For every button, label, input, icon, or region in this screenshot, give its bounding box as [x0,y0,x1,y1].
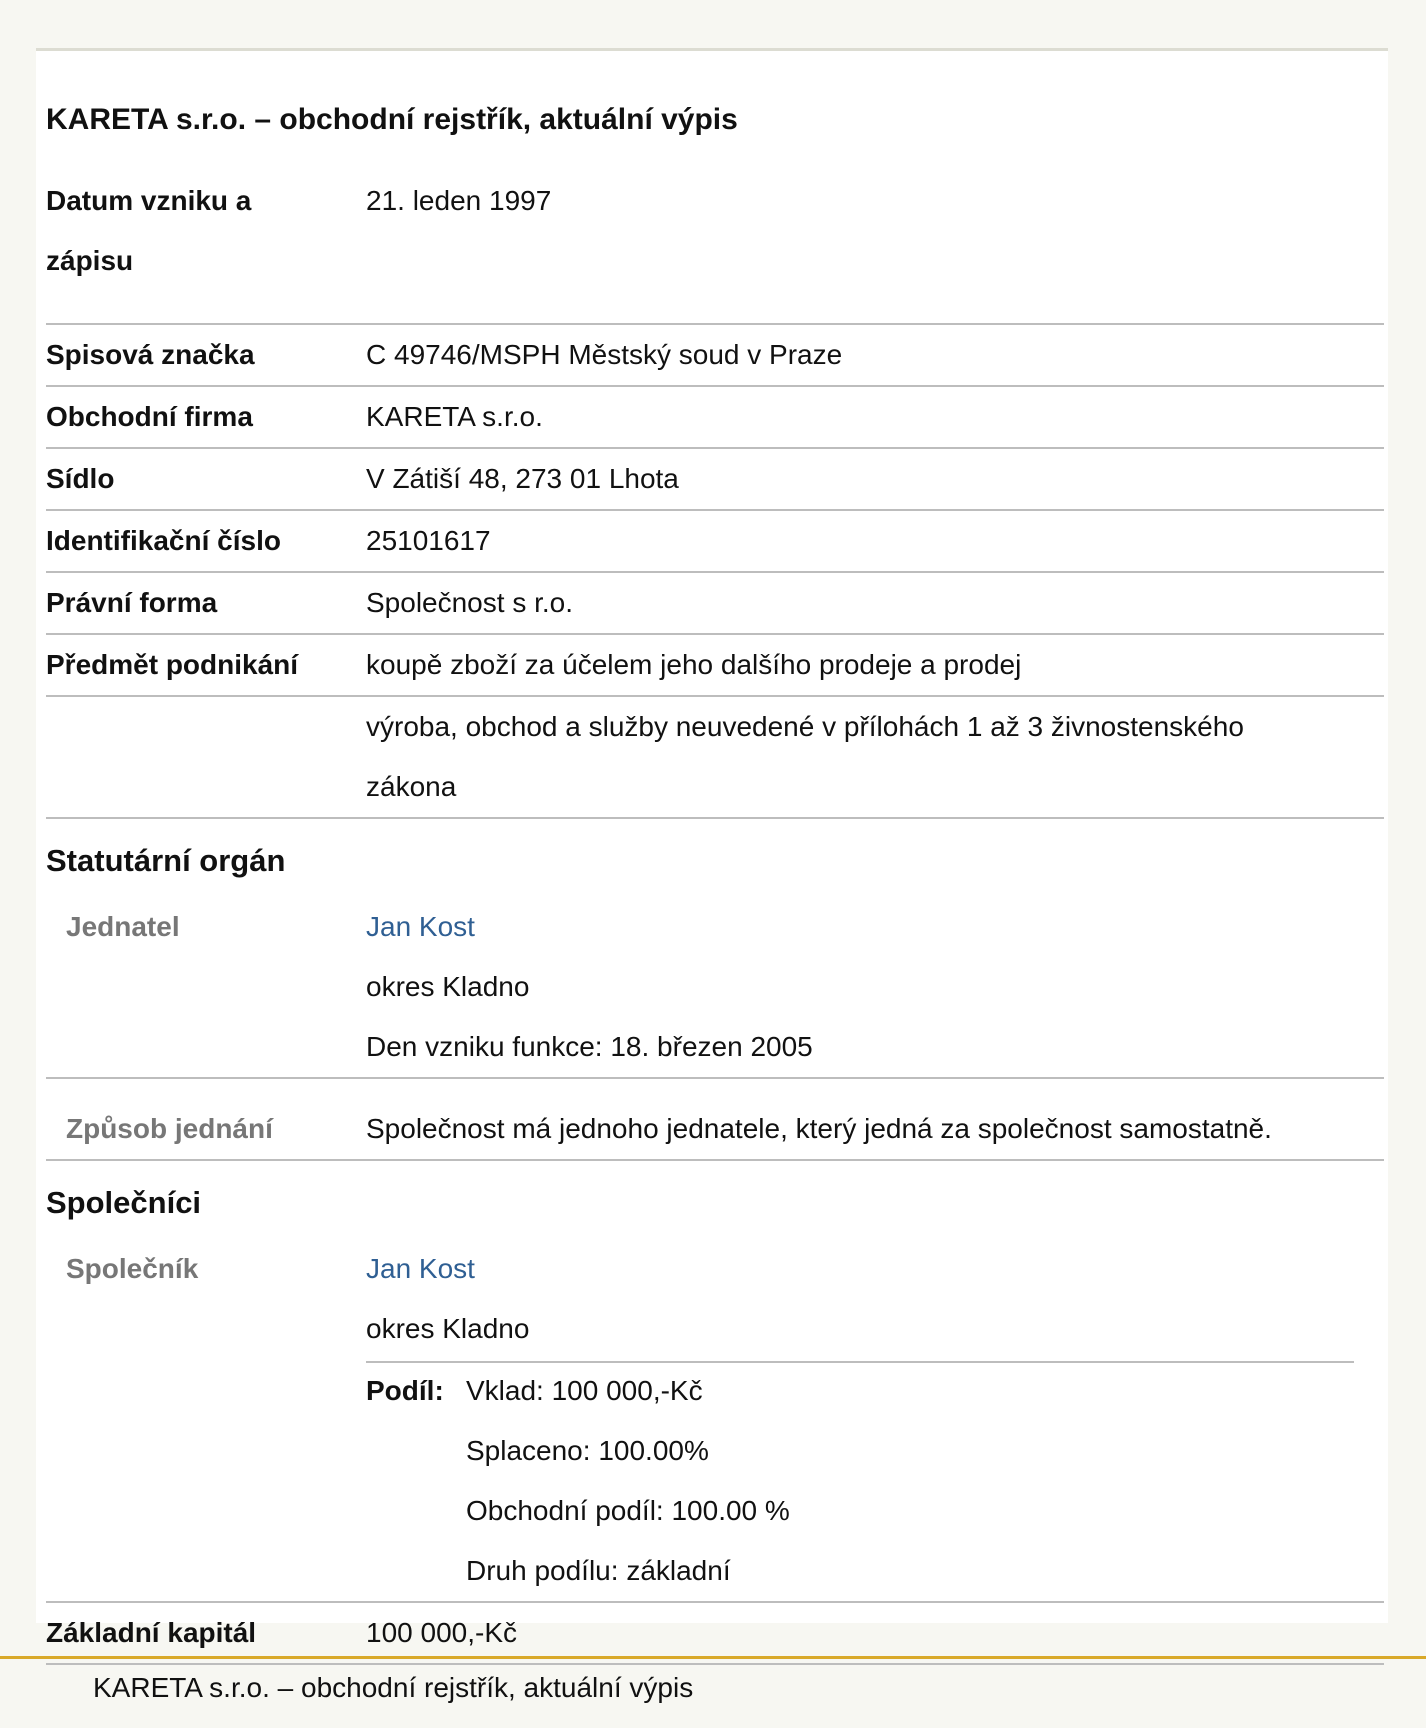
row-value: okres Kladno [366,971,530,1002]
row-value: Den vzniku funkce: 18. březen 2005 [366,1031,813,1062]
share-value: Vklad: 100 000,-Kč [466,1375,703,1406]
row-identifikacni-cislo [46,511,1384,573]
row-value: 100 000,-Kč [366,1617,517,1648]
row-label: Právní forma [46,587,218,618]
row-predmet-podnikani-extra [46,697,1384,819]
row-value: okres Kladno [366,1313,530,1344]
share-label: Podíl: [366,1375,444,1406]
section-title-spolecnici: Společníci [46,1185,202,1220]
row-value: zákona [366,771,457,802]
row-label: zápisu [46,245,134,276]
row-label: Spisová značka [46,339,255,370]
row-label: Společník [66,1253,199,1284]
row-sidlo [46,449,1384,511]
jednatel-name-link[interactable]: Jan Kost [366,911,475,942]
row-obchodni-firma [46,387,1384,449]
row-value: 21. leden 1997 [366,185,552,216]
page-title: KARETA s.r.o. – obchodní rejstřík, aktuální výpis [46,103,738,136]
row-value: výroba, obchod a služby neuvedené v přílohách 1 až 3 živnostenského [366,711,1244,742]
row-value: 25101617 [366,525,491,556]
section-title-statutarni: Statutární orgán [46,843,286,878]
row-zpusob-jednani [46,1099,1384,1161]
spolecnik-name-link[interactable]: Jan Kost [366,1253,475,1284]
share-value: Splaceno: 100.00% [466,1435,709,1466]
row-value: C 49746/MSPH Městský soud v Praze [366,339,843,370]
row-label: Způsob jednání [66,1113,273,1144]
footer-divider [0,1656,1426,1659]
row-label: Sídlo [46,463,115,494]
row-label: Obchodní firma [46,401,253,432]
row-predmet-podnikani [46,635,1384,697]
row-jednatel [46,897,1384,1079]
row-label: Základní kapitál [46,1617,257,1648]
footer-title: KARETA s.r.o. – obchodní rejstřík, aktuální výpis [93,1672,694,1703]
row-value: V Zátiší 48, 273 01 Lhota [366,463,679,494]
row-label: Datum vzniku a [46,185,252,216]
row-value: koupě zboží za účelem jeho dalšího prodeje a prodej [366,649,1022,680]
row-pravni-forma [46,573,1384,635]
row-label: Předmět podnikání [46,649,299,680]
row-value: KARETA s.r.o. [366,401,543,432]
row-spolecnik [46,1239,1384,1603]
row-datum-vzniku [46,171,1384,325]
share-value: Obchodní podíl: 100.00 % [466,1495,790,1526]
row-value: Společnost s r.o. [366,587,574,618]
share-value: Druh podílu: základní [466,1555,731,1586]
row-spisova-znacka [46,325,1384,387]
row-value: Společnost má jednoho jednatele, který jedná za společnost samostatně. [366,1113,1272,1144]
row-label: Identifikační číslo [46,525,281,556]
row-label: Jednatel [66,911,180,942]
register-extract-card [36,48,1388,1648]
